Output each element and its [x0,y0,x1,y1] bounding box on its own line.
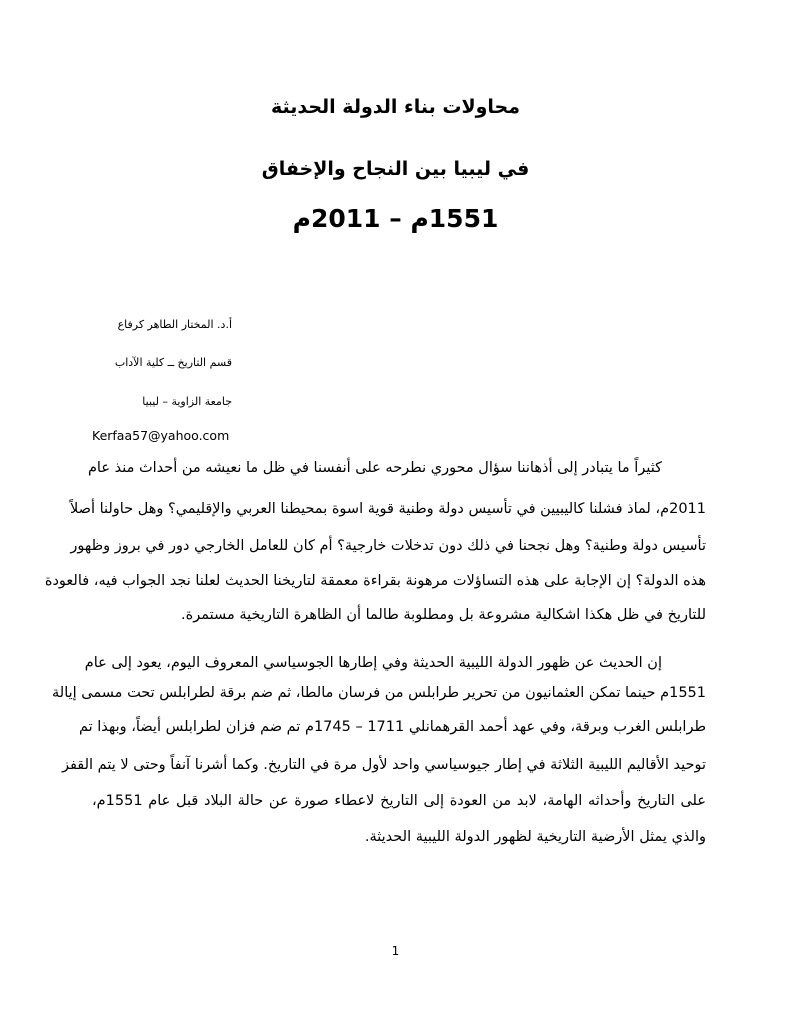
paragraph-1-line: للتاريخ في ظل هكذا اشكالية مشروعة بل ومطلوبة طالما أن الظاهرة التاريخية مستمرة. [181,607,706,623]
title-line-3: 1551م – 2011م [292,204,499,233]
paragraph-1-line: هذه الدولة؟ إن الإجابة على هذه التساؤلات مرهونة بقراءة معمقة لتاريخنا الحديث لعلنا نجد الجواب فيه، فالعودة [44,573,706,589]
title-line-1: محاولات بناء الدولة الحديثة [270,96,521,118]
paragraph-1-line: تأسيس دولة وطنية؟ وهل نجحنا في ذلك دون تدخلات خارجية؟ أم كان للعامل الخارجي دور في بروز وظهور [70,538,706,554]
paragraph-2-line: والذي يمثل الأرضية التاريخية لظهور الدولة الليبية الحديثة. [364,829,706,845]
author-name: أ.د. المختار الطاهر كرفاع [117,318,232,331]
author-department: قسم التاريخ ــ كلية الآداب [114,356,232,369]
author-email[interactable]: Kerfaa57@yahoo.com [92,428,230,443]
paragraph-1-line: كثيراً ما يتبادر إلى أذهاننا سؤال محوري نطرحه على أنفسنا في ظل ما نعيشه من أحداث منذ عام [87,460,662,476]
paragraph-2-line: توحيد الأقاليم الليبية الثلاثة في إطار جيوسياسي واحد لأول مرة في التاريخ. وكما أشرنا آنفاً وحتى لا يتم القفز [61,757,706,773]
paragraph-2-line: إن الحديث عن ظهور الدولة الليبية الحديثة وفي إطارها الجوسياسي المعروف اليوم، يعود إلى عام [84,655,662,671]
paragraph-2-line: طرابلس الغرب وبرقة، وفي عهد أحمد القرهمانلي 1711 – 1745م تم ضم فزان لطرابلس أيضاً، وبهذا تم [78,719,706,735]
page-number: 1 [391,944,400,958]
title-line-2: في ليبيا بين النجاح والإخفاق [261,158,530,180]
paragraph-1-line: 2011م، لماذ فشلنا كاليبيين في تأسيس دولة وطنية قوية اسوة بمحيطنا العربي والإقليمي؟ وهل حاولنا أصلاً [69,501,706,517]
author-university: جامعة الزاوية – ليبيا [142,395,232,408]
paragraph-2-line: على التاريخ وأحداثه الهامة، لابد من العودة إلى التاريخ لاعطاء صورة عن حالة البلاد قبل عام 1551م، [92,793,706,809]
paragraph-2-line: 1551م حينما تمكن العثمانيون من تحرير طرابلس من فرسان مالطا، ثم ضم برقة لطرابلس تحت مسمى إيالة [52,685,706,701]
